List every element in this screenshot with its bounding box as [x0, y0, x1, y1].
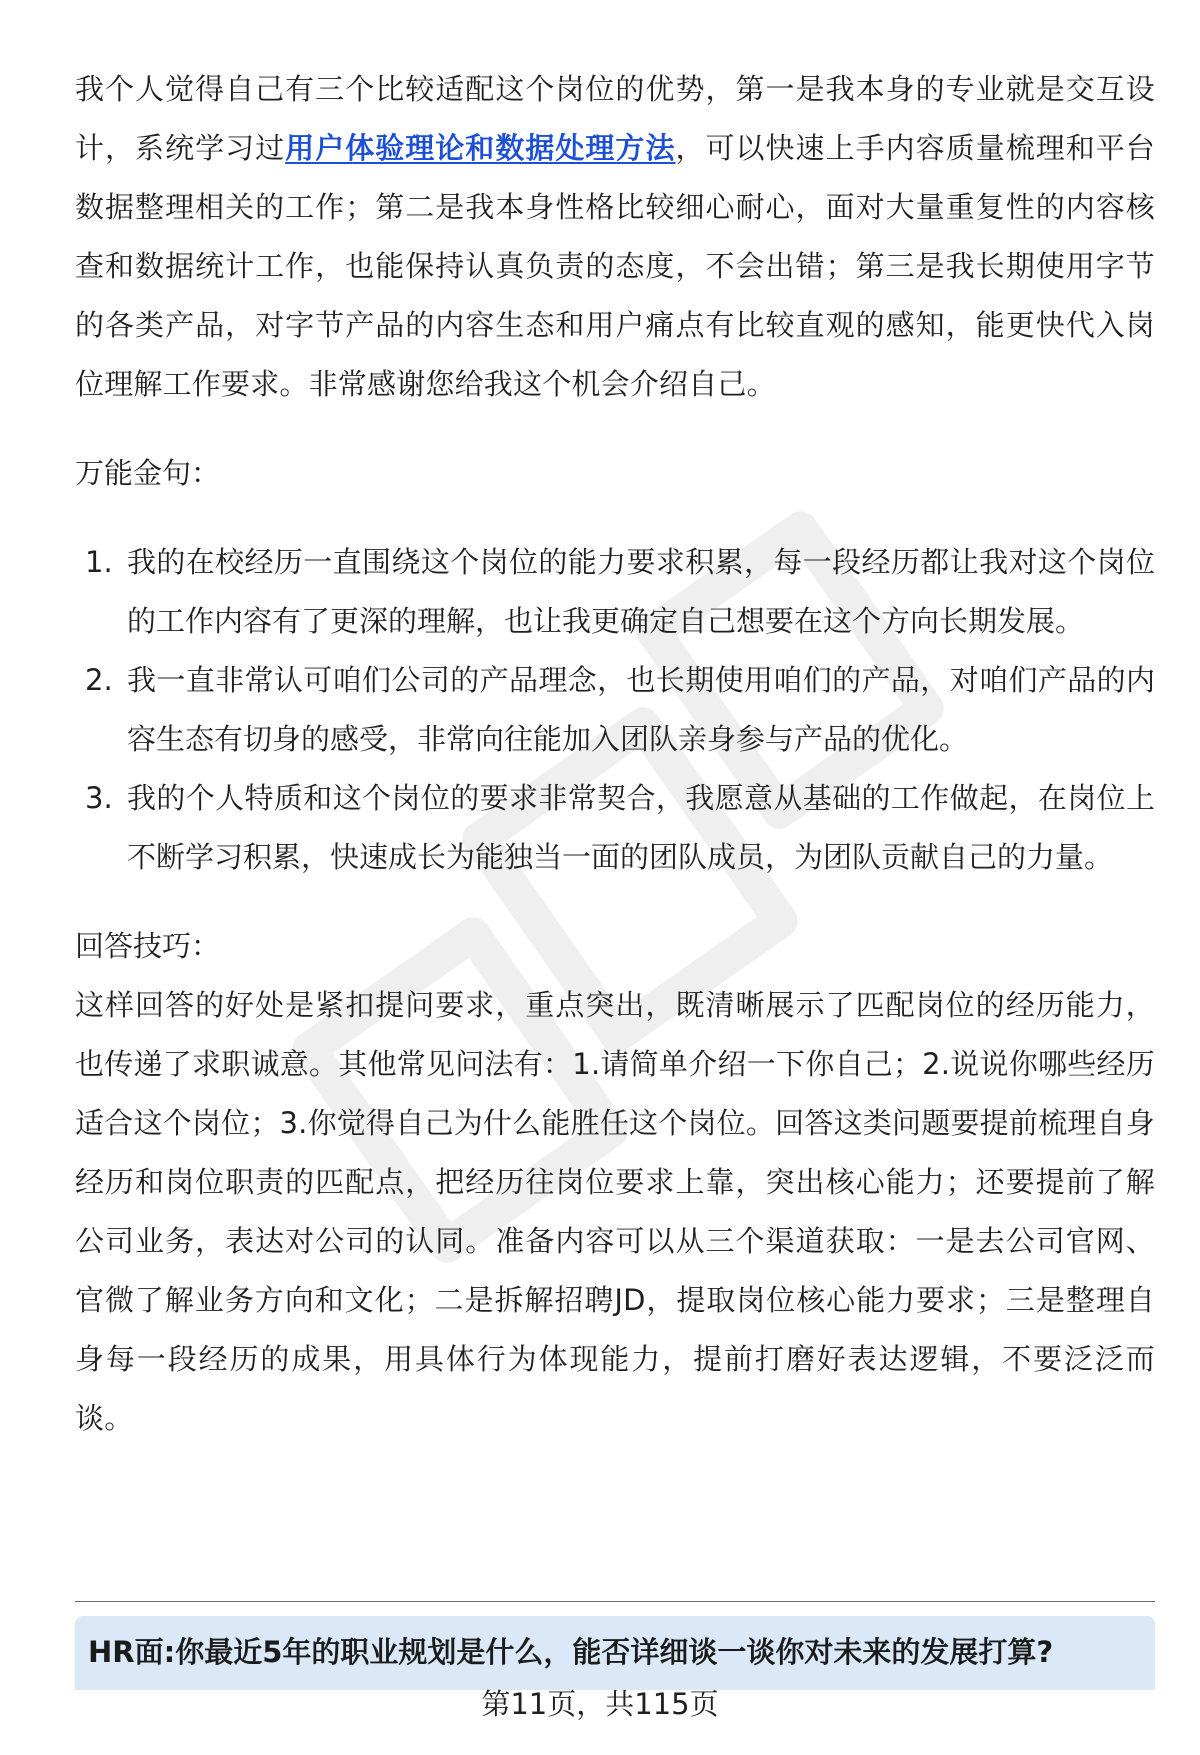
document-page: [75, 60, 1155, 1448]
list-number: 2.: [85, 663, 113, 697]
next-question-title: HR面:你最近5年的职业规划是什么，能否详细谈一谈你对未来的发展打算?: [88, 1635, 1054, 1669]
answer-tips-paragraph: 这样回答的好处是紧扣提问要求，重点突出，既清晰展示了匹配岗位的经历能力，也传递了求职诚意。其他常见问法有：1.请简单介绍一下你自己；2.说说你哪些经历适合这个岗位；3.你觉得自己为什么能胜任这个岗位。回答这类问题要提前梳理自身经历和岗位职责的匹配点，把经历往岗位要求上靠，突出核心能力；还要提前了解公司业务，表达对公司的认同。准备内容可以从三个渠道获取：一是去公司官网、官微了解业务方向和文化；二是拆解招聘JD，提取岗位核心能力要求；三是整理自身每一段经历的成果，用具体行为体现能力，提前打磨好表达逻辑，不要泛泛而谈。: [75, 988, 1155, 1435]
section-divider: [75, 1601, 1155, 1602]
list-item-text: 我的在校经历一直围绕这个岗位的能力要求积累，每一段经历都让我对这个岗位的工作内容有了更深的理解，也让我更确定自己想要在这个方向长期发展。: [127, 545, 1155, 638]
theory-link[interactable]: 用户体验理论和数据处理方法: [285, 131, 676, 165]
next-question-box: [75, 1616, 1155, 1690]
answer-tips-label: 回答技巧：: [75, 929, 221, 963]
page-number-footer: 第11页，共115页: [481, 1687, 719, 1721]
list-item-text: 我的个人特质和这个岗位的要求非常契合，我愿意从基础的工作做起，在岗位上不断学习积累，快速成长为能独当一面的团队成员，为团队贡献自己的力量。: [127, 781, 1155, 874]
list-item: [75, 769, 1155, 887]
golden-sentences-list: [75, 533, 1155, 887]
intro-text-before: 我个人觉得自己有三个比较适配这个岗位的优势，第一是我本身的专业就是交互设计，系统学习过: [75, 72, 1155, 165]
list-item: [75, 533, 1155, 651]
list-item: [75, 651, 1155, 769]
list-item-text: 我一直非常认可咱们公司的产品理念，也长期使用咱们的产品，对咱们产品的内容生态有切身的感受，非常向往能加入团队亲身参与产品的优化。: [127, 663, 1155, 756]
intro-text-after: ，可以快速上手内容质量梳理和平台数据整理相关的工作；第二是我本身性格比较细心耐心，面对大量重复性的内容核查和数据统计工作，也能保持认真负责的态度，不会出错；第三是我长期使用字节的各类产品，对字节产品的内容生态和用户痛点有比较直观的感知，能更快代入岗位理解工作要求。非常感谢您给我这个机会介绍自己。: [75, 131, 1156, 401]
golden-sentences-label: 万能金句：: [75, 456, 221, 490]
list-number: 1.: [85, 545, 113, 579]
list-number: 3.: [85, 781, 113, 815]
intro-paragraph: [75, 60, 1155, 414]
